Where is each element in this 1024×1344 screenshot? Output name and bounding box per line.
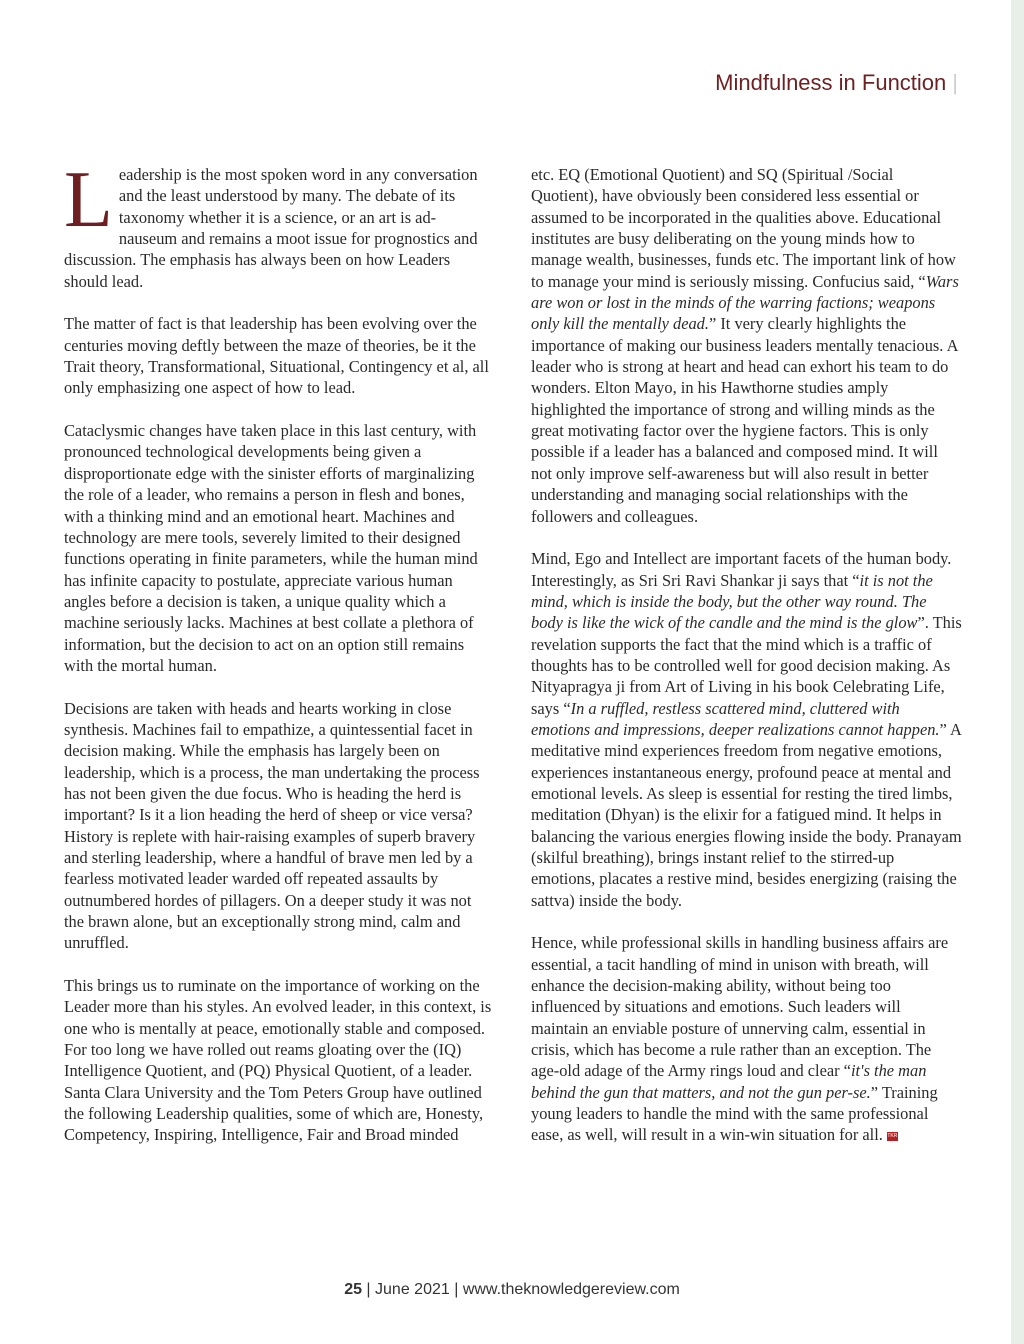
paragraph	[531, 548, 962, 911]
quote-confucius: Wars are won or lost in the minds of the warring factions; weapons only kill the mentally dead.	[531, 271, 959, 334]
drop-cap: L	[64, 156, 113, 244]
issue-date: June 2021	[375, 1281, 450, 1298]
website-link[interactable]: www.theknowledgereview.com	[462, 1281, 680, 1298]
paragraph	[64, 156, 494, 292]
paragraph: This brings us to ruminate on the importance of working on the Leader more than his styles. An evolved leader, in this context, is one who is mentally at peace, emotionally stable and composed. For too long we have rolled out reams gloating over the (IQ) Intelligence Quotient, and (PQ) Physical Quotient, of a leader. Santa Clara University and the Tom Peters Group have outlined the following Leadership qualities, some of which are, Honesty, Competency, Inspiring, Intelligence, Fair and Broad minded	[64, 976, 492, 1145]
quote-sri-sri: it is not the mind, which is inside the body, but the other way round. The body is like the wick of the candle and the mind is the glow	[531, 570, 933, 633]
quote-army-adage: it's the man behind the gun that matters, and not the gun per-se.	[531, 1061, 927, 1102]
paragraph-text: eadership is the most spoken word in any conversation and the least understood by many. The debate of its taxonomy whether it is a science, or an art is ad-nauseum and remains a moot issue for prognostics and discussion. The emphasis has always been on how Leaders should lead.	[64, 165, 478, 291]
page-number: 25	[344, 1281, 362, 1298]
paragraph-text: etc. EQ (Emotional Quotient) and SQ (Spiritual /Social Quotient), have obviously been considered less essential or assumed to be incorporated in the qualities above. Educational institutes are busy deliberating on the young minds how to manage wealth, businesses, funds etc. The important link of how to manage your mind is seriously missing. Confucius said, “	[531, 165, 956, 291]
footer-separator: |	[361, 1281, 376, 1298]
article-column-right	[531, 164, 962, 1146]
footer-separator: |	[449, 1281, 463, 1298]
section-header	[715, 70, 958, 96]
paragraph: Decisions are taken with heads and hearts working in close synthesis. Machines fail to empathize, a quintessential facet in decision making. While the emphasis has largely been on leadership, which is a process, the man undertaking the process has not been given the due focus. Who is heading the herd is important? Is it a lion heading the herd of sheep or vice versa? History is replete with hair-raising examples of superb bravery and sterling leadership, where a handful of brave men led by a fearless motivated leader warded off repeated assaults by outnumbered hordes of pillagers. On a deeper study it was not the brawn alone, but an exceptionally strong mind, calm and unruffled.	[64, 698, 480, 953]
section-title: Mindfulness in Function	[715, 70, 947, 95]
side-stripe	[1011, 0, 1024, 1344]
paragraph-text: Hence, while professional skills in handling business affairs are essential, a tacit handling of mind in unison with breath, will enhance the decision-making ability, without being too influenced by situations and emotions. Such leaders will maintain an enviable posture of unnerving calm, essential in crisis, which has become a rule rather than an exception. The age-old adage of the Army rings loud and clear “	[531, 933, 949, 1081]
header-separator: |	[952, 70, 958, 95]
paragraph-text: ” It very clearly highlights the importance of making our business leaders mentally tenacious. A leader who is strong at heart and head can exhort his team to do wonders. Elton Mayo, in his Hawthorne studies amply highlighted the importance of strong and willing minds as the great motivating factor over the hygiene factors. This is only possible if a leader has a balanced and composed mind. It will not only improve self-awareness but will also result in better understanding and managing social relationships with the followers and colleagues.	[531, 314, 958, 526]
paragraph-text: ” Training young leaders to handle the mind with the same professional ease, as well, will result in a win-win situation for all.	[531, 1082, 938, 1145]
paragraph	[531, 164, 962, 527]
paragraph-text: Mind, Ego and Intellect are important facets of the human body. Interestingly, as Sri Sri Ravi Shankar ji says that “	[531, 549, 952, 590]
page-footer	[0, 1281, 1024, 1299]
paragraph	[531, 932, 962, 1145]
end-mark-icon: TKR	[887, 1133, 898, 1140]
paragraph-text: ”. This revelation supports the fact that the mind which is a traffic of thoughts has to be controlled well for good decision making. As Nityapragya ji from Art of Living in his book Celebrating Life, says “	[531, 613, 962, 718]
paragraph: Cataclysmic changes have taken place in this last century, with pronounced technological developments being given a disproportionate edge with the sinister efforts of marginalizing the role of a leader, who remains a person in flesh and bones, with a thinking mind and an emotional heart. Machines and technology are mere tools, severely limited to their designed functions operating in finite parameters, while the human mind has infinite capacity to postulate, appreciate various human angles before a decision is taken, a unique quality which a machine seriously lacks. Machines at best collate a plethora of information, but the decision to act on an option still remains with the mortal human.	[64, 421, 478, 675]
paragraph-text: ” A meditative mind experiences freedom from negative emotions, experiences instantaneous energy, profound peace at mental and emotional levels. As sleep is essential for resting the tired limbs, meditation (Dhyan) is the elixir for a fatigued mind. It helps in balancing the various energies flowing inside the body. Pranayam (skilful breathing), brings instant relief to the stirred-up emotions, placates a restive mind, besides energizing (raising the sattva) inside the body.	[531, 719, 962, 910]
quote-nityapragya: In a ruffled, restless scattered mind, cluttered with emotions and impressions, deeper realizations cannot happen.	[531, 698, 940, 739]
paragraph: The matter of fact is that leadership has been evolving over the centuries moving deftly between the maze of theories, be it the Trait theory, Transformational, Situational, Contingency et al, all only emphasizing one aspect of how to lead.	[64, 314, 489, 398]
article-column-left	[64, 156, 494, 1146]
